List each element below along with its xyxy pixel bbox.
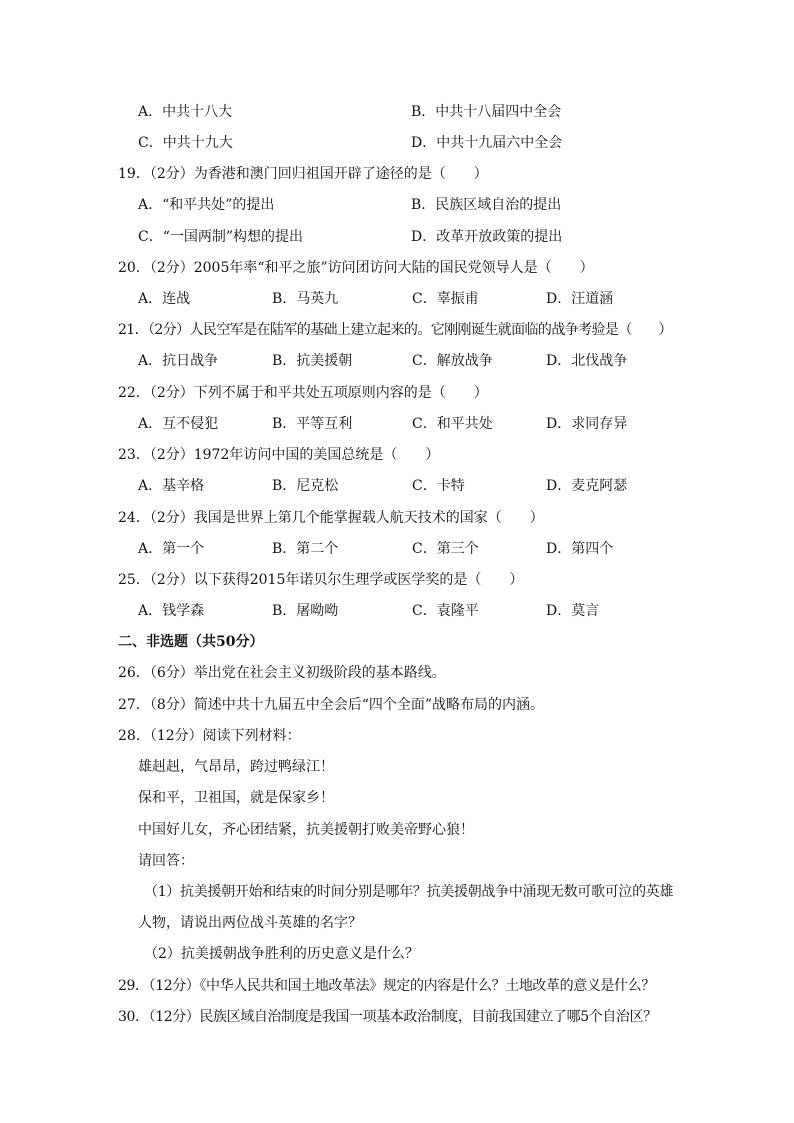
q20-option-a[interactable]: A．连战 [138,291,191,307]
q23-option-c[interactable]: C．卡特 [412,478,465,494]
q21-option-a[interactable]: A．抗日战争 [138,353,219,369]
q18-options-row2 [118,132,684,154]
q24-option-c[interactable]: C．第三个 [412,541,479,557]
q23-options [118,475,684,497]
q24-options [118,538,684,560]
q20-option-d[interactable]: D．汪道涵 [546,291,614,307]
q22-stem: 22．（2分）下列不属于和平共处五项原则内容的是（ ） [118,385,488,401]
q24-option-d[interactable]: D．第四个 [546,541,614,557]
q28-material-line-2: 保和平，卫祖国，就是保家乡！ [138,790,334,806]
q18-option-b[interactable]: B．中共十八届四中全会 [411,104,562,120]
q20-option-b[interactable]: B．马英九 [272,291,339,307]
q19-option-c[interactable]: C．“一国两制”构想的提出 [138,229,304,245]
q25-option-a[interactable]: A．钱学森 [138,603,205,619]
q24-stem: 24．（2分）我国是世界上第几个能掌握载人航天技术的国家（ ） [118,510,544,526]
q19-option-a[interactable]: A．“和平共处”的提出 [138,197,275,213]
q22-option-c[interactable]: C．和平共处 [412,416,493,432]
q18-option-c[interactable]: C．中共十九大 [138,135,233,151]
q18-options-row1 [118,101,684,123]
q19-stem: 19．（2分）为香港和澳门回归祖国开辟了途径的是（ ） [118,166,488,182]
q28-sub1-line-2: 人物，请说出两位战斗英雄的名字？ [138,915,362,931]
q24-option-b[interactable]: B．第二个 [272,541,339,557]
q23-stem: 23．（2分）1972年访问中国的美国总统是（ ） [118,447,440,463]
q28-sub2: （2）抗美援朝战争胜利的历史意义是什么？ [144,946,419,962]
q29-stem: 29．（12分）《中华人民共和国土地改革法》规定的内容是什么？土地改革的意义是什么？ [118,978,655,994]
q25-options [118,600,684,622]
section-heading-non-choice: 二、非选题（共50分） [118,634,264,650]
q28-material-line-3: 中国好儿女，齐心团结紧，抗美援朝打败美帝野心狼！ [138,822,474,838]
q22-option-b[interactable]: B．平等互利 [272,416,353,432]
q23-option-a[interactable]: A．基辛格 [138,478,205,494]
q30-stem: 30．（12分）民族区域自治制度是我国一项基本政治制度，目前我国建立了哪5个自治区？ [118,1009,657,1025]
q26-stem: 26．（6分）举出党在社会主义初级阶段的基本路线。 [118,665,446,681]
q19-option-d[interactable]: D．改革开放政策的提出 [411,229,563,245]
q27-stem: 27．（8分）简述中共十九届五中全会后“四个全面”战略布局的内涵。 [118,697,545,713]
q23-option-d[interactable]: D．麦克阿瑟 [546,478,628,494]
q28-prompt: 请回答： [138,853,194,869]
q18-option-d[interactable]: D．中共十九届六中全会 [411,135,563,151]
q19-options-row1 [118,194,684,216]
q25-option-d[interactable]: D．莫言 [546,603,600,619]
q28-sub1-line-1: （1）抗美援朝开始和结束的时间分别是哪年？抗美援朝战争中涌现无数可歌可泣的英雄 [144,884,674,900]
q25-stem: 25．（2分）以下获得2015年诺贝尔生理学或医学奖的是（ ） [118,572,524,588]
q19-option-b[interactable]: B．民族区域自治的提出 [411,197,562,213]
q23-option-b[interactable]: B．尼克松 [272,478,339,494]
q21-option-c[interactable]: C．解放战争 [412,353,493,369]
q22-option-a[interactable]: A．互不侵犯 [138,416,219,432]
q20-stem: 20．（2分）2005年率“和平之旅”访问团访问大陆的国民党领导人是（ ） [118,260,594,276]
q21-options [118,350,684,372]
q25-option-b[interactable]: B．屠呦呦 [272,603,339,619]
q28-material-line-1: 雄赳赳，气昂昂，跨过鸭绿江！ [138,759,334,775]
q28-stem: 28．（12分）阅读下列材料： [118,728,301,744]
q19-options-row2 [118,226,684,248]
q22-options [118,413,684,435]
q25-option-c[interactable]: C．袁隆平 [412,603,479,619]
q20-options [118,288,684,310]
q21-stem: 21．（2分）人民空军是在陆军的基础上建立起来的。它刚刚诞生就面临的战争考验是（ ） [118,322,672,338]
q18-option-a[interactable]: A．中共十八大 [138,104,233,120]
q24-option-a[interactable]: A．第一个 [138,541,205,557]
q22-option-d[interactable]: D．求同存异 [546,416,628,432]
q21-option-b[interactable]: B．抗美援朝 [272,353,353,369]
q21-option-d[interactable]: D．北伐战争 [546,353,628,369]
q20-option-c[interactable]: C．辜振甫 [412,291,479,307]
